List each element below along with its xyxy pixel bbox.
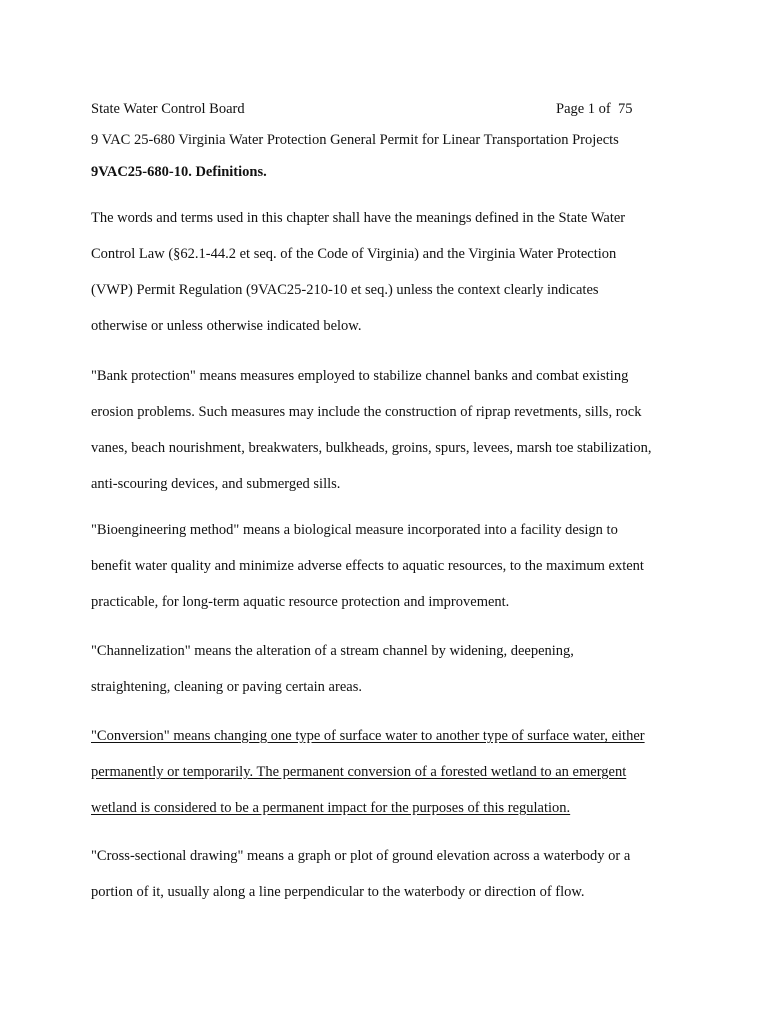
definition-channelization <box>91 633 681 705</box>
intro-line: Control Law (§62.1-44.2 et seq. of the Code of Virginia) and the Virginia Water Protection <box>91 246 617 262</box>
intro-paragraph <box>91 200 681 344</box>
definition-line: benefit water quality and minimize adverse effects to aquatic resources, to the maximum extent <box>91 558 644 574</box>
definition-line: straightening, cleaning or paving certain areas. <box>91 679 362 695</box>
definition-line: "Channelization" means the alteration of a stream channel by widening, deepening, <box>91 643 574 659</box>
definition-line: "Bank protection" means measures employed to stabilize channel banks and combat existing <box>91 368 629 384</box>
definition-cross-sectional-drawing <box>91 838 681 910</box>
definition-line: vanes, beach nourishment, breakwaters, bulkheads, groins, spurs, levees, marsh toe stabilization, <box>91 440 652 456</box>
page-number: Page 1 of 75 <box>556 101 633 117</box>
intro-line: The words and terms used in this chapter shall have the meanings defined in the State Water <box>91 210 626 226</box>
intro-line: (VWP) Permit Regulation (9VAC25-210-10 et seq.) unless the context clearly indicates <box>91 282 599 298</box>
definition-line: portion of it, usually along a line perpendicular to the waterbody or direction of flow. <box>91 884 585 900</box>
section-title: 9VAC25-680-10. Definitions. <box>91 164 267 180</box>
definition-line: wetland is considered to be a permanent impact for the purposes of this regulation. <box>91 800 571 816</box>
definition-line: "Cross-sectional drawing" means a graph or plot of ground elevation across a waterbody or a <box>91 848 631 864</box>
document-title: 9 VAC 25-680 Virginia Water Protection General Permit for Linear Transportation Projects <box>91 132 619 148</box>
agency-name: State Water Control Board <box>91 101 245 117</box>
definition-line: erosion problems. Such measures may include the construction of riprap revetments, sills, rock <box>91 404 642 420</box>
definition-line: "Bioengineering method" means a biological measure incorporated into a facility design to <box>91 522 618 538</box>
definition-conversion <box>91 718 681 826</box>
intro-line: otherwise or unless otherwise indicated below. <box>91 318 362 334</box>
page-header <box>91 99 636 119</box>
definition-line: practicable, for long-term aquatic resource protection and improvement. <box>91 594 510 610</box>
definition-line: anti-scouring devices, and submerged sills. <box>91 476 341 492</box>
definition-bioengineering-method <box>91 512 681 620</box>
definition-line: "Conversion" means changing one type of surface water to another type of surface water, either <box>91 728 645 744</box>
definition-line: permanently or temporarily. The permanent conversion of a forested wetland to an emergent <box>91 764 627 780</box>
definition-bank-protection <box>91 358 681 502</box>
